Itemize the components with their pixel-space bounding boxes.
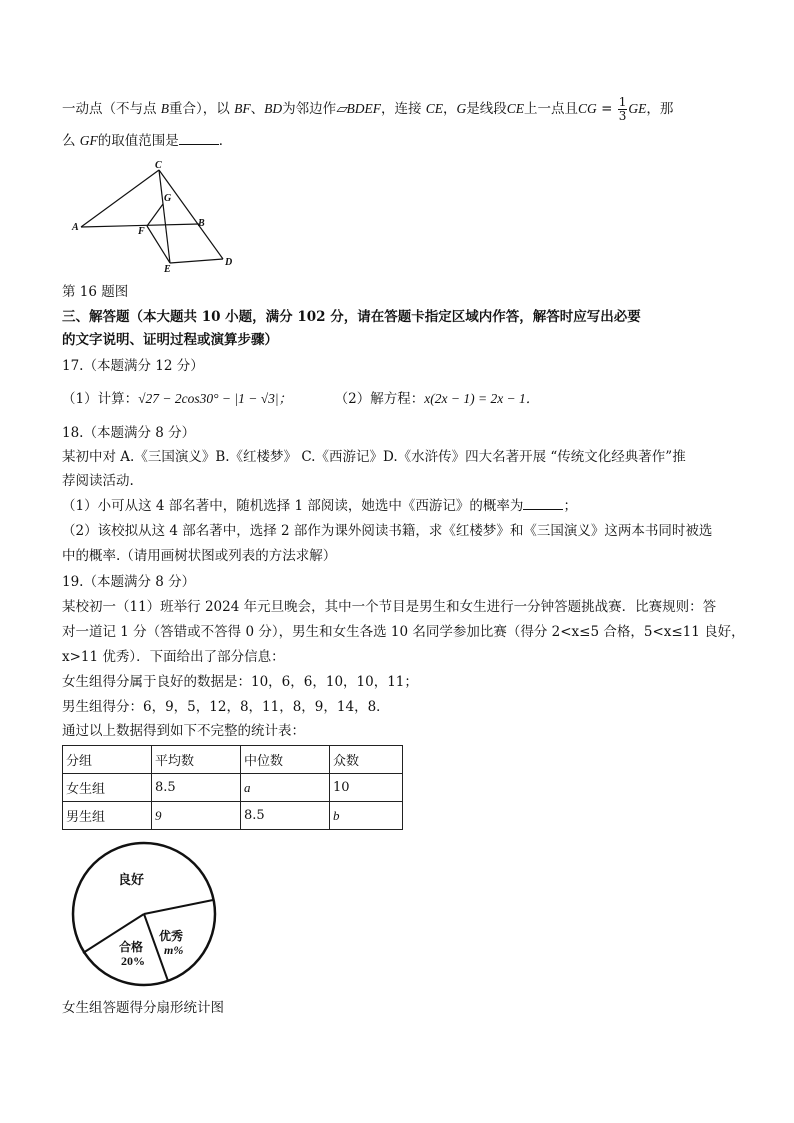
- q18-intro-1: 某初中对 A.《三国演义》B.《红楼梦》 C.《西游记》D.《水浒传》四大名著开展 “传统文化经典著作”推: [62, 449, 686, 465]
- math-var: CE: [506, 101, 525, 116]
- answer-blank: [523, 496, 563, 510]
- text: 一动点（不与点: [62, 101, 161, 117]
- q19-header: 19.（本题满分 8 分）: [62, 574, 196, 590]
- pie-label-excellent-value: m%: [164, 943, 184, 957]
- q19-line-5: 男生组得分：6，9，5，12，8，11，8，9，14，8．: [62, 699, 390, 715]
- text: 、: [250, 101, 265, 117]
- q17-header: 17.（本题满分 12 分）: [62, 358, 204, 374]
- math-var: CG: [578, 101, 597, 116]
- q17-parts: [62, 389, 539, 409]
- text: ，连接: [380, 101, 426, 117]
- table-header-cell: 中位数: [241, 746, 330, 774]
- math-var: B: [160, 101, 170, 116]
- table-cell: a: [241, 774, 330, 802]
- q17-part2-label: （2）解方程：: [334, 391, 425, 407]
- table-cell: 女生组: [63, 774, 152, 802]
- q18-part1: [62, 496, 577, 516]
- segment-FG: [147, 204, 163, 226]
- pie-label-excellent: 优秀: [159, 929, 184, 943]
- math-var: GF: [79, 133, 98, 148]
- table-header-cell: 众数: [330, 746, 403, 774]
- table-cell: 8.5: [152, 774, 241, 802]
- label-G: G: [164, 193, 172, 204]
- q19-line-1: 某校初一（11）班举行 2024 年元旦晚会，其中一个节目是男生和女生进行一分钟答题挑战赛．比赛规则：答: [62, 599, 717, 615]
- text: ；: [563, 498, 577, 514]
- q16-caption: 第 16 题图: [62, 284, 129, 300]
- segment-AC: [81, 170, 159, 227]
- math-var: CE: [425, 101, 444, 116]
- text: 为邻边作: [282, 101, 337, 117]
- label-E: E: [164, 264, 171, 273]
- table-cell: 8.5: [241, 802, 330, 830]
- text: 么: [62, 133, 80, 149]
- text: ，: [443, 101, 457, 117]
- text: =: [596, 101, 617, 117]
- table-header-cell: 分组: [63, 746, 152, 774]
- q16-line-1: [62, 96, 673, 123]
- text: 上一点且: [524, 101, 579, 117]
- label-D: D: [225, 257, 233, 268]
- answer-blank: [179, 131, 219, 145]
- table-row: [63, 774, 403, 802]
- pie-label-pass-value: 20%: [121, 954, 145, 968]
- section-3-heading-2: 的文字说明、证明过程或演算步骤）: [62, 332, 278, 348]
- label-A: A: [72, 222, 79, 233]
- q17-part1-label: （1）计算：: [62, 391, 139, 407]
- math-var: G: [456, 101, 467, 116]
- q19-line-2: 对一道记 1 分（答错或不答得 0 分），男生和女生各选 10 名同学参加比赛（得分 2<x≤5 合格，5<x≤11 良好，: [62, 624, 745, 640]
- pie-label-pass: 合格: [119, 940, 144, 954]
- table-cell: 9: [152, 802, 241, 830]
- stats-table: [62, 745, 403, 830]
- denominator: 3: [618, 109, 627, 123]
- pie-caption: 女生组答题得分扇形统计图: [62, 1000, 224, 1016]
- q17-part1-expr: √27 − 2cos30° − |1 − √3|；: [138, 391, 293, 406]
- q19-line-3: x>11 优秀）．下面给出了部分信息：: [62, 649, 285, 665]
- q17-part2-expr: x(2x − 1) = 2x − 1．: [424, 391, 540, 406]
- text: （1）小可从这 4 部名著中，随机选择 1 部阅读，她选中《西游记》的概率为: [62, 498, 524, 514]
- pie-divider: [144, 900, 213, 914]
- math-var: BD: [264, 101, 283, 116]
- table-header-cell: 平均数: [152, 746, 241, 774]
- segment-ED: [170, 259, 223, 263]
- q16-figure: [62, 158, 242, 273]
- text: 是线段: [466, 101, 507, 117]
- table-row: [63, 802, 403, 830]
- q16-line-2: [62, 131, 232, 151]
- table-header-row: [63, 746, 403, 774]
- fraction: [618, 96, 628, 123]
- label-B: B: [198, 218, 205, 229]
- math-var: BF: [234, 101, 251, 116]
- math-var: GE: [628, 101, 647, 116]
- q19-line-6: 通过以上数据得到如下不完整的统计表：: [62, 723, 305, 739]
- table-cell: 男生组: [63, 802, 152, 830]
- text: 重合），以: [169, 101, 235, 117]
- table-cell: 10: [330, 774, 403, 802]
- section-3-heading-1: 三、解答题（本大题共 10 小题，满分 102 分，请在答题卡指定区域内作答，解答时应写出必要: [62, 309, 641, 325]
- text: ，那: [646, 101, 674, 117]
- q18-intro-2: 荐阅读活动.: [62, 473, 134, 489]
- q18-part2-b: 中的概率.（请用画树状图或列表的方法求解）: [62, 548, 337, 564]
- q19-line-4: 女生组得分属于良好的数据是：10，6，6，10，10，11；: [62, 674, 418, 690]
- math-var: ▱BDEF: [336, 101, 381, 116]
- text: 的取值范围是: [97, 133, 179, 149]
- table-cell: b: [330, 802, 403, 830]
- q18-part2-a: （2）该校拟从这 4 部名著中，选择 2 部作为课外阅读书籍，求《红楼梦》和《三国演义》这两本书同时被选: [62, 523, 713, 539]
- text: ．: [218, 133, 233, 149]
- numerator: 1: [618, 95, 627, 109]
- label-F: F: [138, 226, 145, 237]
- label-C: C: [155, 160, 162, 171]
- pie-chart: [70, 840, 220, 990]
- segment-CD: [159, 170, 223, 259]
- pie-label-good: 良好: [118, 872, 145, 887]
- q18-header: 18.（本题满分 8 分）: [62, 425, 196, 441]
